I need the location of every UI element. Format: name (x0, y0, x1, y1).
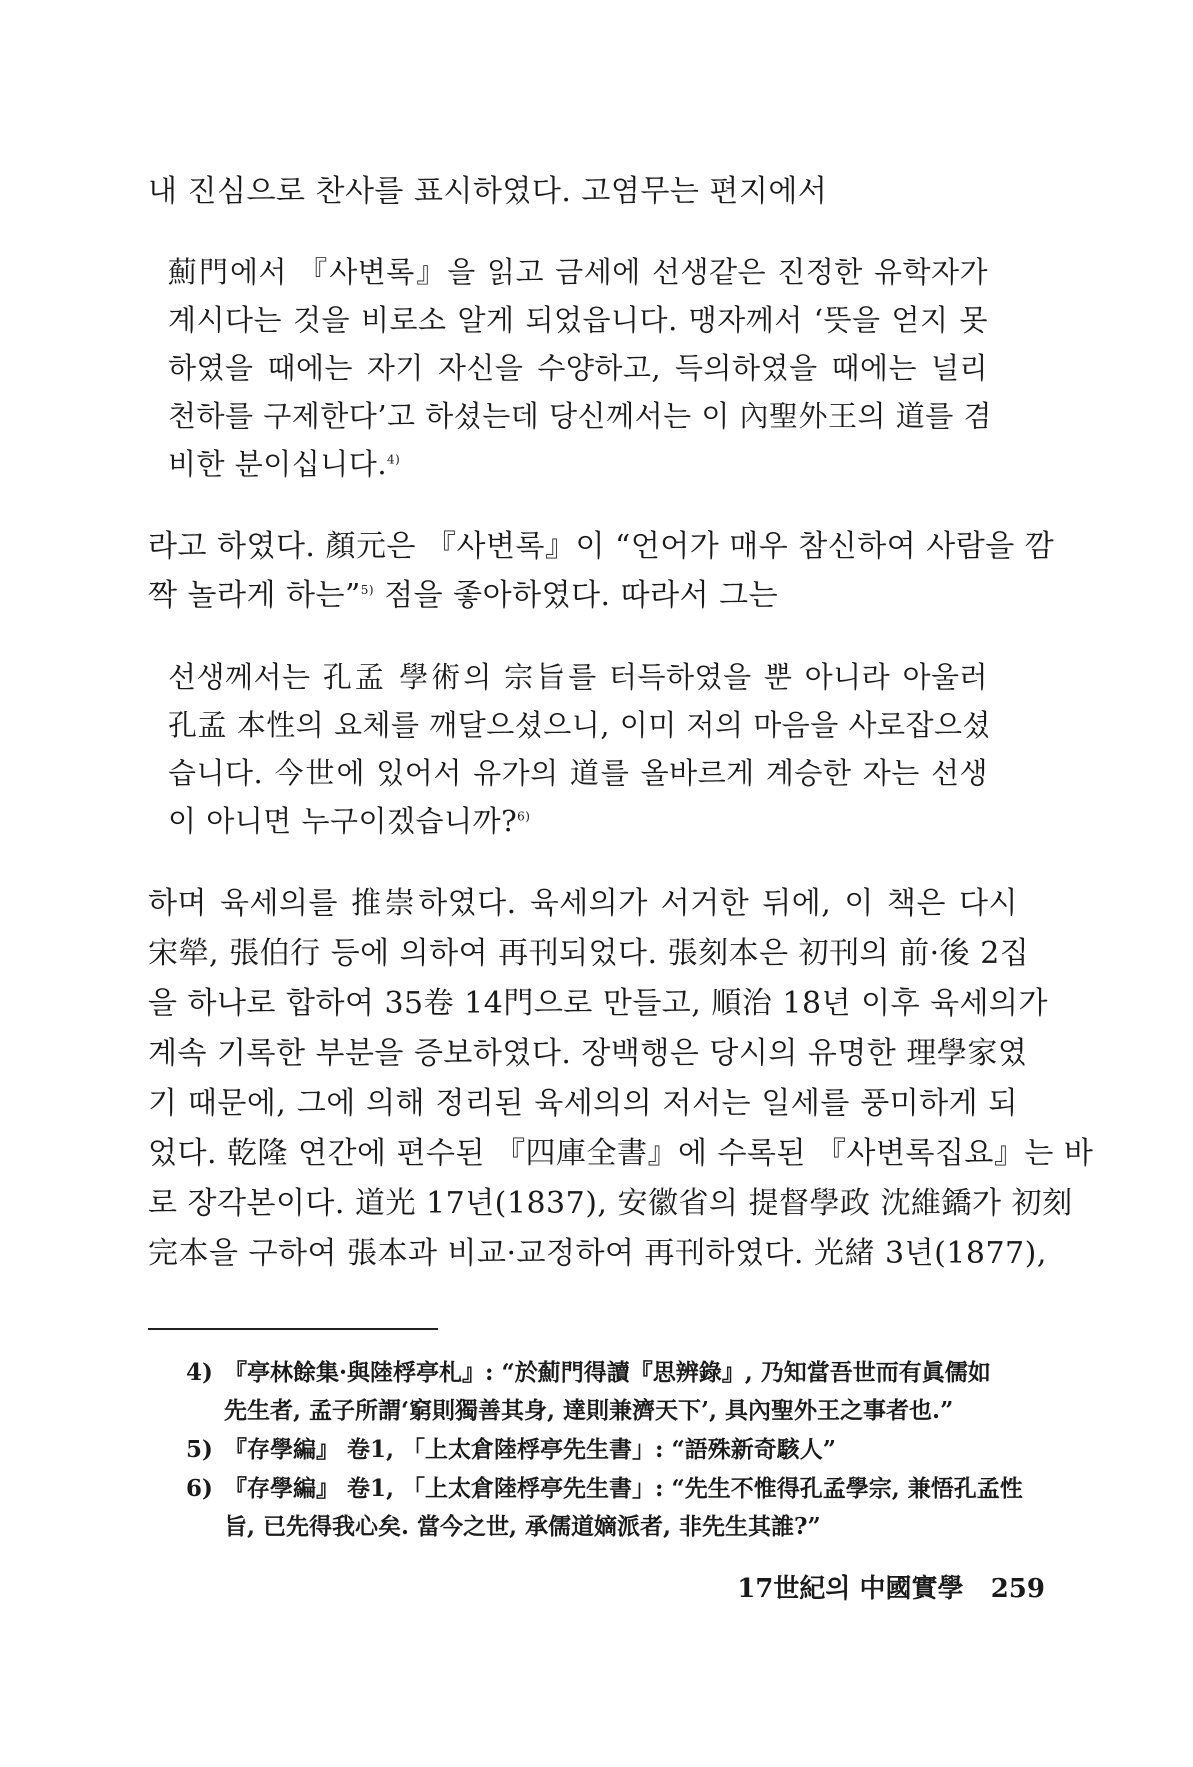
quote-line: 孔孟 本性의 요체를 깨달으셨으니, 이미 저의 마음을 사로잡으셨 (168, 708, 992, 742)
page-number: 259 (990, 1574, 1045, 1604)
footnote-text: 『亭林餘集·與陸桴亭札』: “於薊門得讀『思辨錄』, 乃知當吾世而有眞儒如 (224, 1359, 991, 1386)
quote-text: 이 아니면 누구이겠습니까? (168, 804, 518, 838)
quote-line: 하였을 때에는 자기 자신을 수양하고, 득의하였을 때에는 널리 (168, 351, 988, 385)
body-line (148, 576, 1018, 616)
body-line: 기 때문에, 그에 의해 정리된 육세의의 저서는 일세를 풍미하게 되 (148, 1086, 1018, 1121)
body-line: 계속 기록한 부분을 증보하였다. 장백행은 당시의 유명한 理學家였 (148, 1036, 1028, 1071)
body-line: 을 하나로 합하여 35卷 14門으로 만들고, 順治 18년 이후 육세의가 (148, 986, 1049, 1021)
footnote-text: 旨, 已先得我心矣. 當今之世, 承儒道嫡派者, 非先生其誰?” (224, 1513, 821, 1540)
footnote-ref: 5) (360, 583, 375, 597)
page-footer (737, 1568, 1045, 1605)
footnote-number: 6) (186, 1475, 213, 1502)
footnote-rule (148, 1328, 438, 1330)
quote-line: 계시다는 것을 비로소 알게 되었읍니다. 맹자께서 ‘뜻을 얻지 못 (168, 303, 988, 337)
footnote-number: 4) (186, 1359, 213, 1386)
footnote-number: 5) (186, 1436, 213, 1463)
footnote-ref: 4) (387, 452, 401, 467)
body-line: 完本을 구하여 張本과 비교·교정하여 再刊하였다. 光緒 3년(1877), (148, 1236, 1047, 1271)
footnote-text: 『存學編』 卷1, 「上太倉陸桴亭先生書」: “先生不惟得孔孟學宗, 兼悟孔孟性 (224, 1475, 1023, 1502)
body-line: 宋犖, 張伯行 등에 의하여 再刊되었다. 張刻本은 初刊의 前·後 2집 (148, 936, 1030, 971)
footnote-text: 『存學編』 卷1, 「上太倉陸桴亭先生書」: “語殊新奇駭人” (224, 1436, 836, 1463)
quote-text: 비한 분이십니다. (168, 447, 388, 481)
body-text: 점을 좋아하였다. 따라서 그는 (374, 578, 779, 613)
body-line: 하며 육세의를 推崇하였다. 육세의가 서거한 뒤에, 이 책은 다시 (148, 886, 1018, 921)
quote-line: 습니다. 今世에 있어서 유가의 道를 올바르게 계승한 자는 선생 (168, 756, 988, 790)
body-line: 라고 하였다. 顏元은 『사변록』이 “언어가 매우 참신하여 사람을 깜 (148, 529, 1055, 564)
body-line: 로 장각본이다. 道光 17년(1837), 安徽省의 提督學政 沈維鐈가 初刻 (148, 1186, 1073, 1221)
quote-line: 천하를 구제한다’고 하셨는데 당신께서는 이 內聖外王의 道를 겸 (168, 399, 993, 433)
running-title: 17世紀의 中國實學 (737, 1574, 964, 1604)
quote-line: 선생께서는 孔孟 學術의 宗旨를 터득하였을 뿐 아니라 아울러 (168, 660, 988, 694)
quote-line (168, 444, 988, 484)
footnote-text: 先生者, 孟子所謂‘窮則獨善其身, 達則兼濟天下’, 具內聖外王之事者也.” (224, 1397, 954, 1424)
body-text: 짝 놀라게 하는” (148, 578, 361, 613)
footnote-ref: 6) (517, 809, 531, 824)
body-line: 내 진심으로 찬사를 표시하였다. 고염무는 편지에서 (148, 174, 828, 209)
body-line: 었다. 乾隆 연간에 편수된 『四庫全書』에 수록된 『사변록집요』는 바 (148, 1136, 1094, 1171)
quote-line (168, 801, 988, 841)
quote-line: 薊門에서 『사변록』을 읽고 금세에 선생같은 진정한 유학자가 (168, 255, 988, 289)
